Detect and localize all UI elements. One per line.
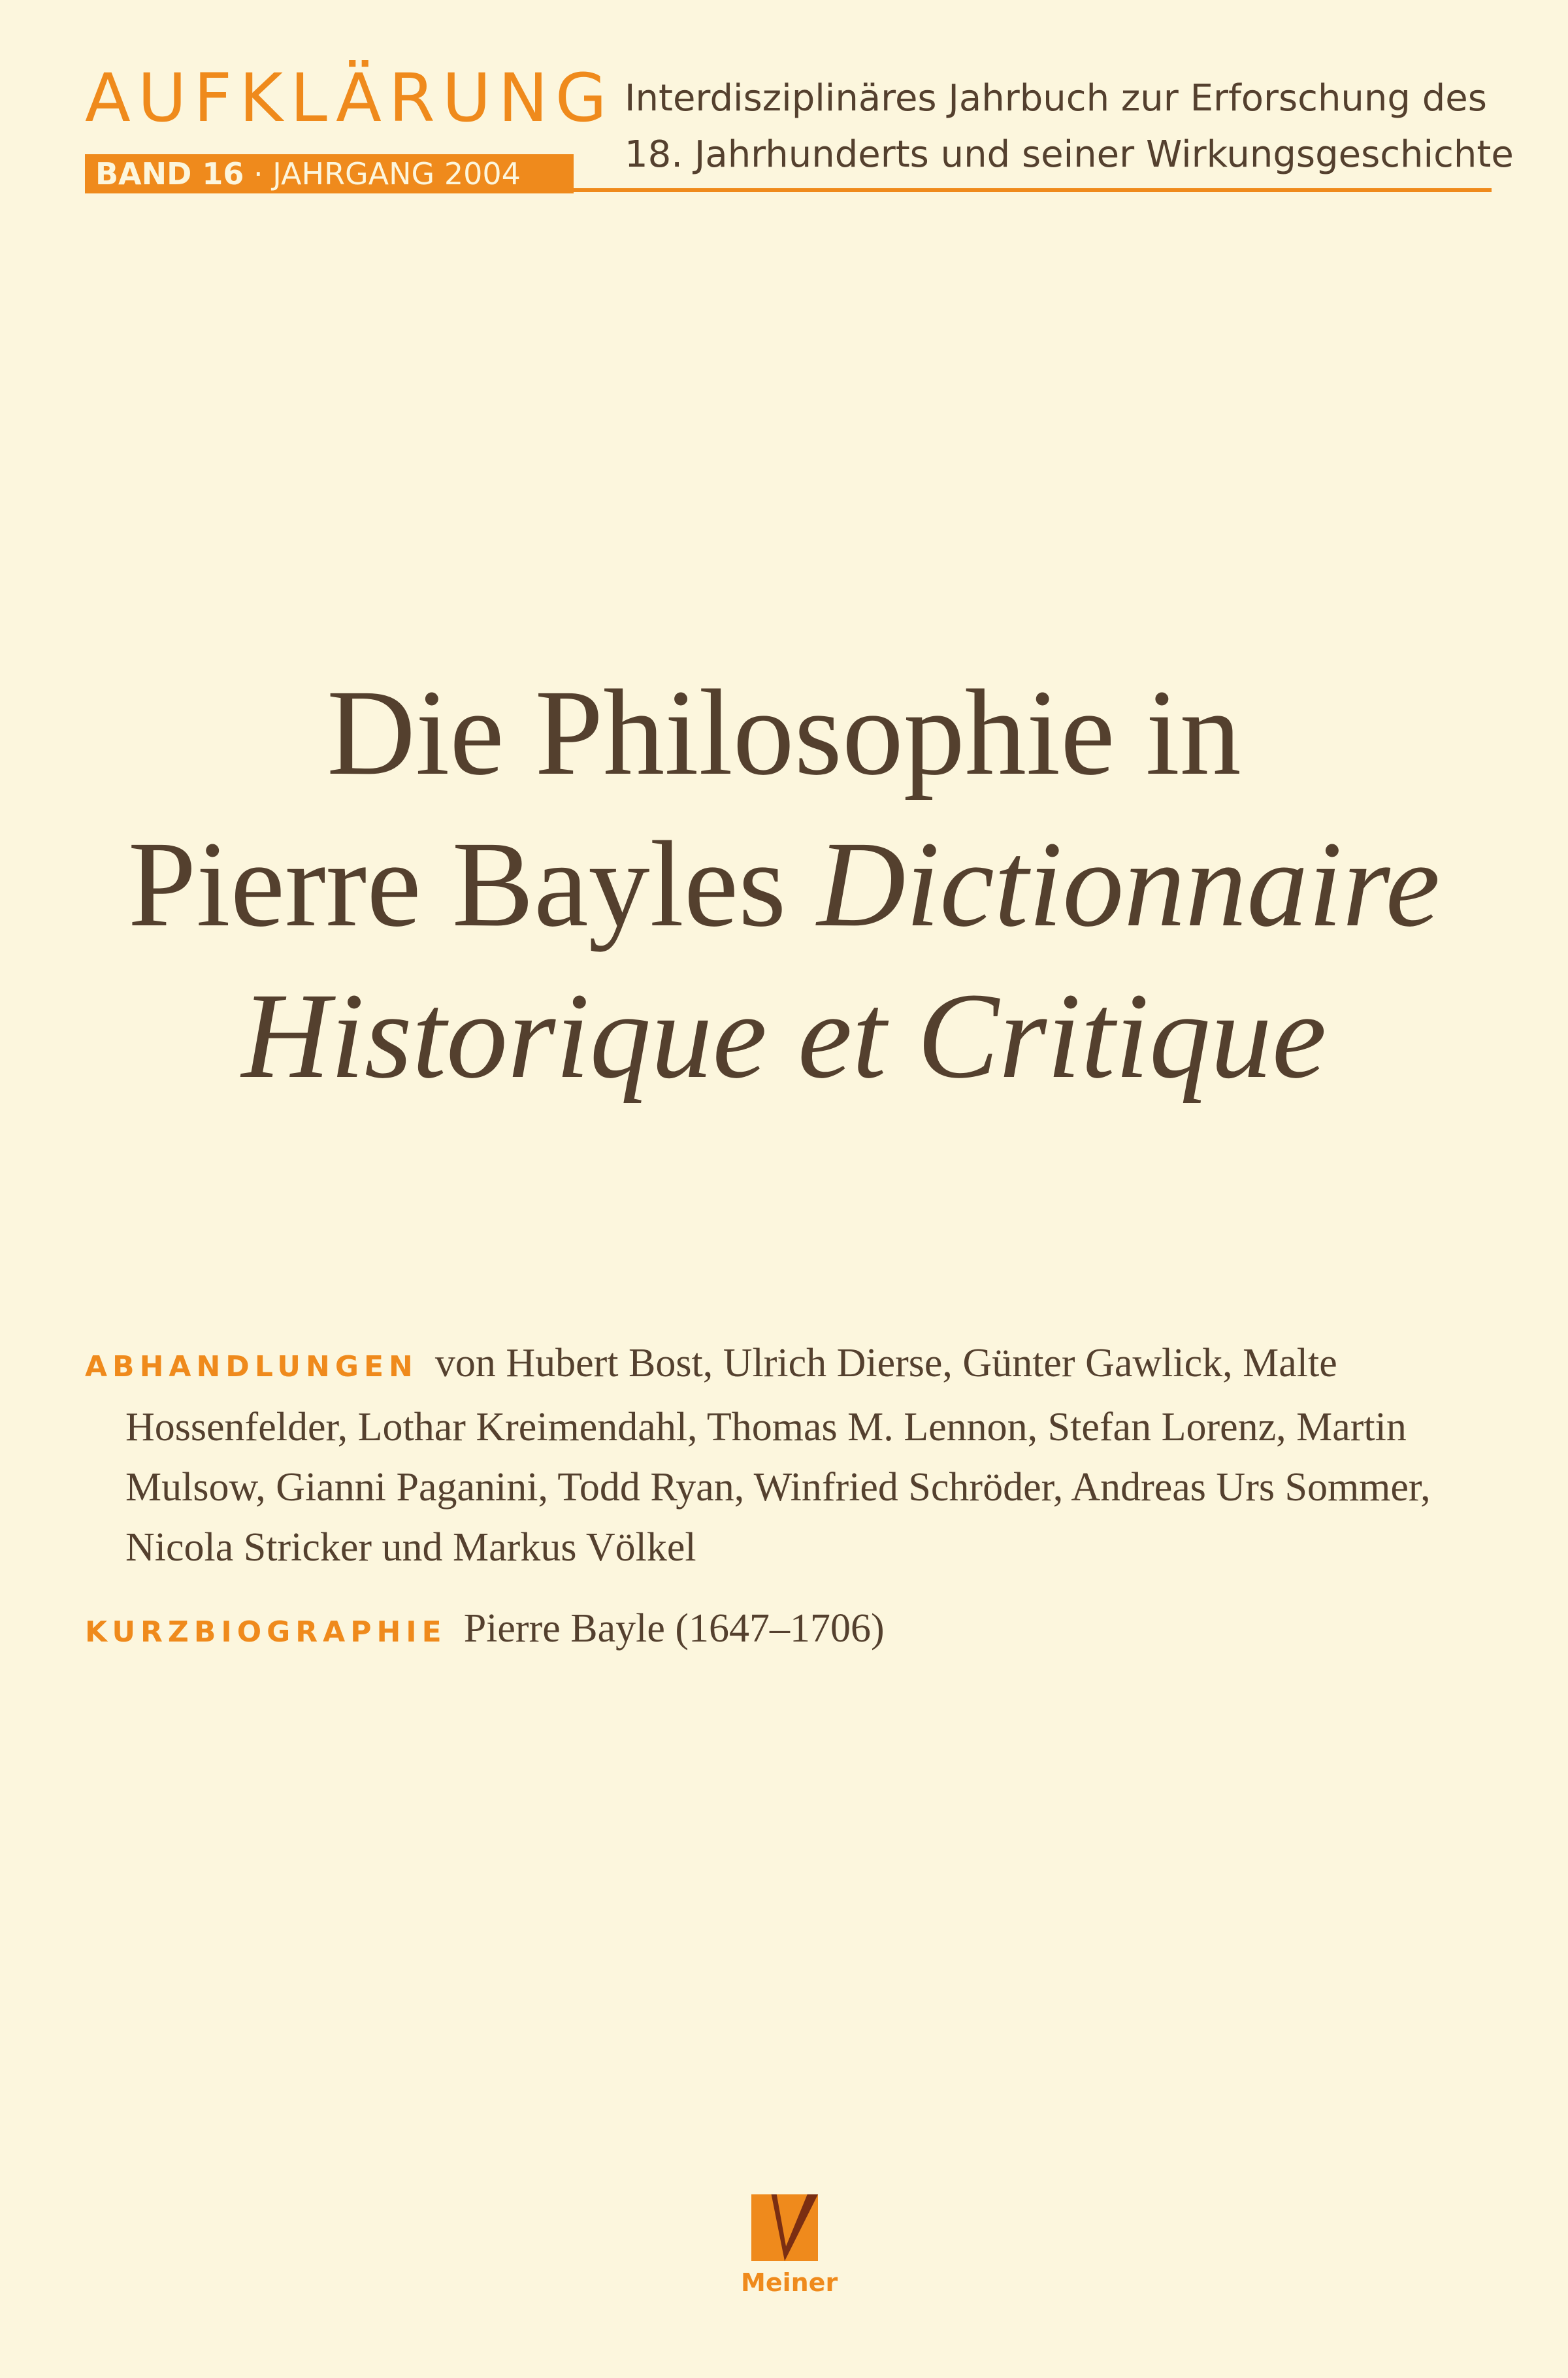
book-title bbox=[0, 657, 1568, 1112]
book-title-line-2 bbox=[0, 808, 1568, 960]
volume-year: JAHRGANG 2004 bbox=[272, 156, 521, 191]
series-subtitle-line-2: 18. Jahrhunderts und seiner Wirkungsgeschichte bbox=[625, 133, 1514, 176]
volume-badge bbox=[85, 154, 574, 193]
book-title-line-2-plain: Pierre Bayles bbox=[127, 816, 817, 952]
abhandlungen-label: ABHANDLUNGEN bbox=[85, 1350, 418, 1383]
kurzbiographie-label: KURZBIOGRAPHIE bbox=[85, 1615, 447, 1649]
header-divider bbox=[574, 188, 1492, 192]
publisher-name: Meiner bbox=[741, 2268, 838, 2297]
book-title-line-2-italic: Dictionnaire bbox=[817, 816, 1441, 952]
series-subtitle-line-1: Interdisziplinäres Jahrbuch zur Erforschung des bbox=[625, 77, 1487, 120]
volume-number: BAND 16 bbox=[95, 156, 244, 191]
kurzbiographie-text: Pierre Bayle (1647–1706) bbox=[463, 1606, 885, 1651]
abhandlungen-entry bbox=[85, 1333, 1522, 1577]
publisher-logo bbox=[741, 2194, 838, 2297]
book-title-line-3-italic: Historique et Critique bbox=[241, 967, 1327, 1104]
book-title-line-3 bbox=[0, 960, 1568, 1112]
series-header bbox=[0, 0, 1568, 209]
series-title: AUFKLÄRUNG bbox=[85, 59, 614, 137]
contents-section bbox=[85, 1333, 1522, 1662]
volume-separator: · bbox=[244, 156, 273, 191]
meiner-v-logo-icon bbox=[751, 2194, 818, 2261]
series-subtitle bbox=[625, 71, 1514, 183]
abhandlungen-authors: von Hubert Bost, Ulrich Dierse, Günter Gawlick, Malte Hossenfelder, Lothar Kreimendahl, Thomas M. Lennon, Stefan Lorenz, Martin Mulsow, Gianni Paganini, Todd Ryan, Winfried Schröder, Andreas Urs Sommer, Nicola Stricker und Markus Völkel bbox=[125, 1341, 1431, 1570]
kurzbiographie-entry bbox=[85, 1598, 1522, 1662]
book-title-line-1: Die Philosophie in bbox=[327, 664, 1241, 801]
